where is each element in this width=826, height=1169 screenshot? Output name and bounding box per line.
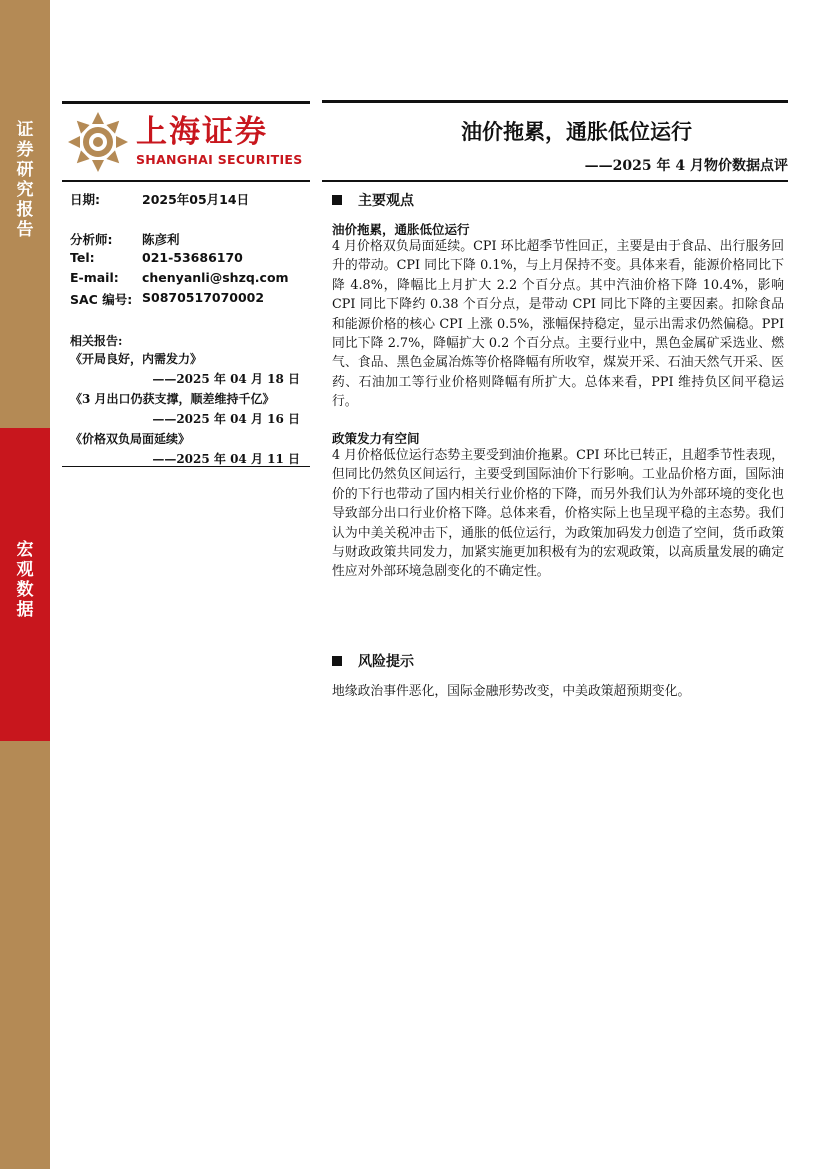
meta-rule-right	[322, 180, 788, 182]
meta-sac-value: S0870517070002	[142, 290, 265, 305]
sidebar-label-report-type: 证 券 研 究 报 告	[16, 120, 34, 240]
meta-rule-left	[62, 180, 310, 182]
related-report-date: ——2025 年 04 月 18 日	[152, 372, 300, 386]
section-heading-risk	[332, 651, 414, 671]
related-report-date: ——2025 年 04 月 11 日	[152, 452, 300, 466]
report-title: 油价拖累，通胀低位运行	[461, 119, 692, 144]
sidebar-label-category: 宏 观 数 据	[16, 540, 34, 620]
subheading-oil-drag: 油价拖累，通胀低位运行	[332, 222, 470, 237]
section-heading-key-views	[332, 190, 414, 210]
meta-date-label: 日期:	[70, 192, 100, 207]
meta-email-value[interactable]: chenyanli@shzq.com	[142, 270, 289, 285]
paragraph-risk-notes: 地缘政治事件恶化，国际金融形势改变，中美政策超预期变化。	[332, 684, 691, 699]
company-logo-icon	[66, 110, 130, 174]
section-title: 风险提示	[358, 654, 414, 670]
meta-sac-label: SAC 编号:	[70, 292, 133, 307]
brand-name-en: SHANGHAI SECURITIES	[136, 152, 303, 167]
bullet-square-icon	[332, 656, 342, 666]
header-rule-left	[62, 101, 310, 104]
meta-tel-value: 021-53686170	[142, 250, 243, 265]
meta-analyst-value: 陈彦利	[142, 232, 180, 247]
brand-name-cn: 上海证券	[136, 114, 268, 150]
related-report-date: ——2025 年 04 月 16 日	[152, 412, 300, 426]
bullet-square-icon	[332, 195, 342, 205]
section-title: 主要观点	[358, 193, 414, 209]
subheading-policy-room: 政策发力有空间	[332, 431, 420, 446]
report-subtitle: ——2025 年 4 月物价数据点评	[584, 158, 788, 174]
meta-email-label: E-mail:	[70, 270, 119, 285]
related-report-title[interactable]: 《3 月出口仍获支撑，顺差维持千亿》	[70, 392, 275, 406]
meta-date-value: 2025年05月14日	[142, 192, 250, 207]
paragraph-policy-analysis: 4 月价格低位运行态势主要受到油价拖累。CPI 环比已转正，且超季节性表现，但同比仍然负区间运行，主要受到国际油价下行影响。工业品价格方面，国际油价的下行也带动了国内相关行业价格的下降，而另外我们认为外部环境的变化也导致部分出口行业价格下降。总体来看，价格实际上也呈现平稳的主态势。我们认为中美关税冲击下，通胀的低位运行，为政策加码发力创造了空间，货币政策与财政政策共同发力，加紧实施更加积极有为的宏观政策，以高质量发展的确定性应对外部环境急剧变化的不确定性。	[332, 448, 784, 580]
related-report-title[interactable]: 《开局良好，内需发力》	[70, 352, 203, 366]
meta-analyst-label: 分析师:	[70, 232, 113, 247]
paragraph-price-overview: 4 月价格双负局面延续。CPI 环比超季节性回正，主要是由于食品、出行服务回升的带动。CPI 同比下降 0.1%，与上月保持不变。具体来看，能源价格同比下降 4.8%，降幅比上月扩大 2.2 个百分点。其中汽油价格下降 10.4%，影响 CPI 同比下降约 0.38 个百分点，是带动 CPI 同比下降的主要因素。扣除食品和能源价格的核心 CPI 上涨 0.5%，涨幅保持稳定，显示出需求仍然偏稳。PPI 同比下降 2.7%，降幅扩大 0.2 个百分点。主要行业中，黑色金属矿采选业、燃气、食品、黑色金属冶炼等价格降幅有所收窄，煤炭开采、石油天然气开采、医药、石油加工等行业价格则降幅有所扩大。总体来看，PPI 维持负区间平稳运行。	[332, 239, 784, 410]
related-reports-heading: 相关报告:	[70, 334, 123, 348]
header-rule-right	[322, 100, 788, 103]
meta-tel-label: Tel:	[70, 250, 95, 265]
related-report-title[interactable]: 《价格双负局面延续》	[70, 432, 191, 446]
